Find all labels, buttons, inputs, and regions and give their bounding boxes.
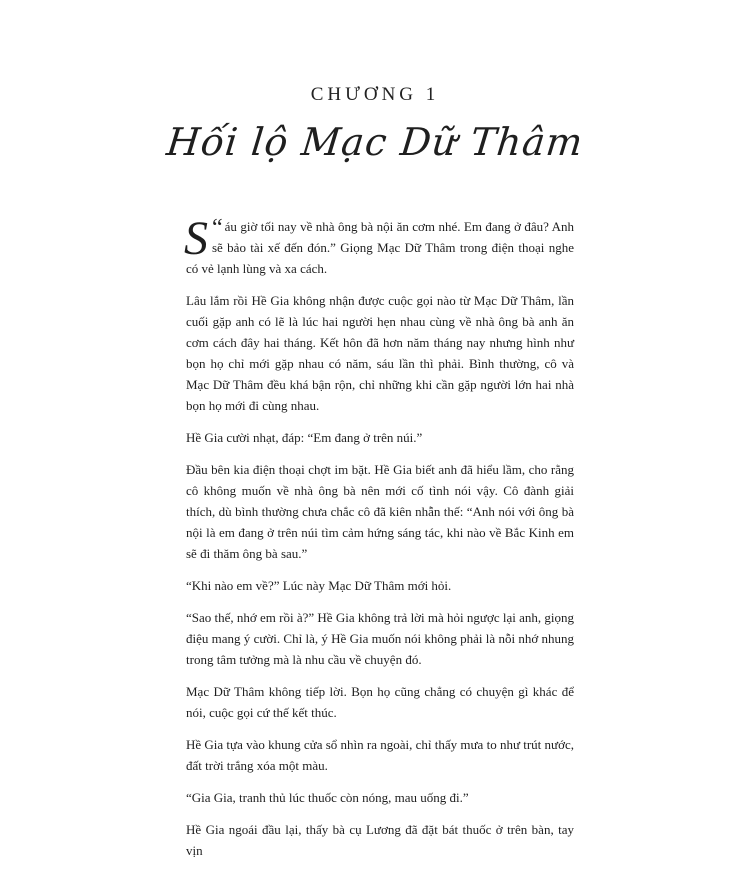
body-text — [184, 212, 574, 872]
paragraph: Đầu bên kia điện thoại chợt im bặt. Hề Gia biết anh đã hiểu lầm, cho rằng cô không muốn về nhà ông bà nên mới cố tình nói vậy. Cô đành giải thích, dù bình thường chưa chắc cô đã kiên nhẫn thế: “Anh nói với ông bà nội là em đang ở trên núi tìm cảm hứng sáng tác, khi nào về Bắc Kinh em sẽ đi thăm ông bà sau.” — [186, 462, 574, 561]
chapter-title: Hối lộ Mạc Dữ Thâm — [164, 120, 586, 164]
paragraph: “Gia Gia, tranh thủ lúc thuốc còn nóng, mau uống đi.” — [186, 790, 469, 805]
paragraph: Hề Gia tựa vào khung cửa sổ nhìn ra ngoài, chỉ thấy mưa to như trút nước, đất trời trắng xóa một màu. — [186, 737, 574, 773]
paragraph: Hề Gia ngoái đầu lại, thấy bà cụ Lương đã đặt bát thuốc ở trên bàn, tay vịn — [186, 822, 574, 858]
paragraph: Hề Gia cười nhạt, đáp: “Em đang ở trên núi.” — [186, 430, 423, 445]
paragraph: “Khi nào em về?” Lúc này Mạc Dữ Thâm mới hỏi. — [186, 578, 452, 593]
chapter-label: CHƯƠNG 1 — [310, 84, 440, 105]
first-paragraph — [184, 212, 574, 279]
drop-cap: S — [184, 212, 208, 265]
paragraph: “Sao thế, nhớ em rồi à?” Hề Gia không trả lời mà hỏi ngược lại anh, giọng điệu mang ý cười. Chỉ là, ý Hề Gia muốn nói không phải là nỗi nhớ nhung trong tâm tưởng mà là nhu cầu về chuyện đó. — [186, 610, 574, 667]
paragraph: Mạc Dữ Thâm không tiếp lời. Bọn họ cũng chẳng có chuyện gì khác để nói, cuộc gọi cứ thế kết thúc. — [186, 684, 574, 720]
opening-quote-mark: “ — [212, 215, 223, 241]
paragraph: Lâu lắm rồi Hề Gia không nhận được cuộc gọi nào từ Mạc Dữ Thâm, lần cuối gặp anh có lẽ là lúc hai người hẹn nhau cùng về nhà ông bà anh ăn cơm cách đây hai tháng. Kết hôn đã hơn năm tháng nay nhưng hình như bọn họ chỉ mới gặp nhau có năm, sáu lần thì phải. Bình thường, cô và Mạc Dữ Thâm đều khá bận rộn, chỉ những khi cần gặp người lớn hai nhà bọn họ mới đi cùng nhau. — [186, 293, 574, 413]
first-paragraph-text: áu giờ tối nay về nhà ông bà nội ăn cơm nhé. Em đang ở đâu? Anh sẽ bảo tài xế đến đón.” Giọng Mạc Dữ Thâm trong điện thoại nghe có vẻ lạnh lùng và xa cách. — [186, 219, 574, 276]
